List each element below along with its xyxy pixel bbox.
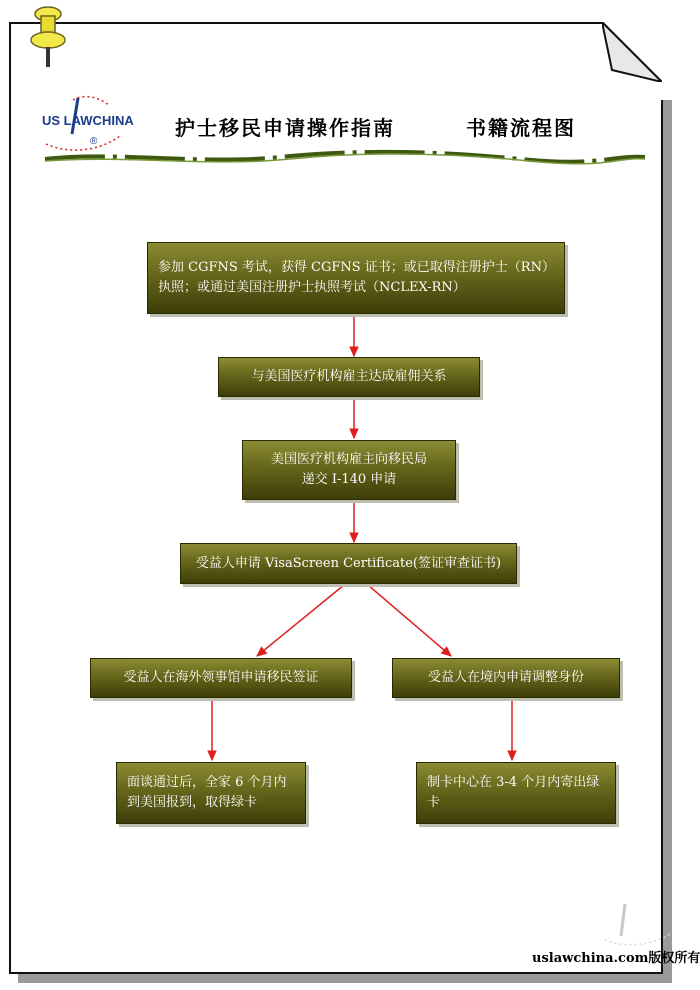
- step-i140-petition: 美国医疗机构雇主向移民局 递交 I-140 申请: [242, 440, 456, 500]
- page-title: 护士移民申请操作指南: [175, 116, 395, 140]
- step-visascreen-certificate: 受益人申请 VisaScreen Certificate(签证审查证书): [180, 543, 517, 584]
- registered-mark: ®: [90, 136, 98, 147]
- copyright-notice: uslawchina.com版权所有: [532, 951, 700, 966]
- step-adjustment-of-status: 受益人在境内申请调整身份: [392, 658, 620, 698]
- step-cgfns-exam: 参加 CGFNS 考试，获得 CGFNS 证书；或已取得注册护士（RN）执照；或通过美国注册护士执照考试（NCLEX-RN）: [147, 242, 565, 314]
- logo-text: US LAWCHINA: [42, 113, 134, 128]
- page-subtitle: 书籍流程图: [466, 116, 576, 140]
- step-employer-relationship: 与美国医疗机构雇主达成雇佣关系: [218, 357, 480, 397]
- watermark-logo: [595, 900, 675, 950]
- step-interview-green-card: 面谈通过后，全家 6 个月内到美国报到，取得绿卡: [116, 762, 306, 824]
- step-card-production-mailing: 制卡中心在 3-4 个月内寄出绿卡: [416, 762, 616, 824]
- step-consular-immigrant-visa: 受益人在海外领事馆申请移民签证: [90, 658, 352, 698]
